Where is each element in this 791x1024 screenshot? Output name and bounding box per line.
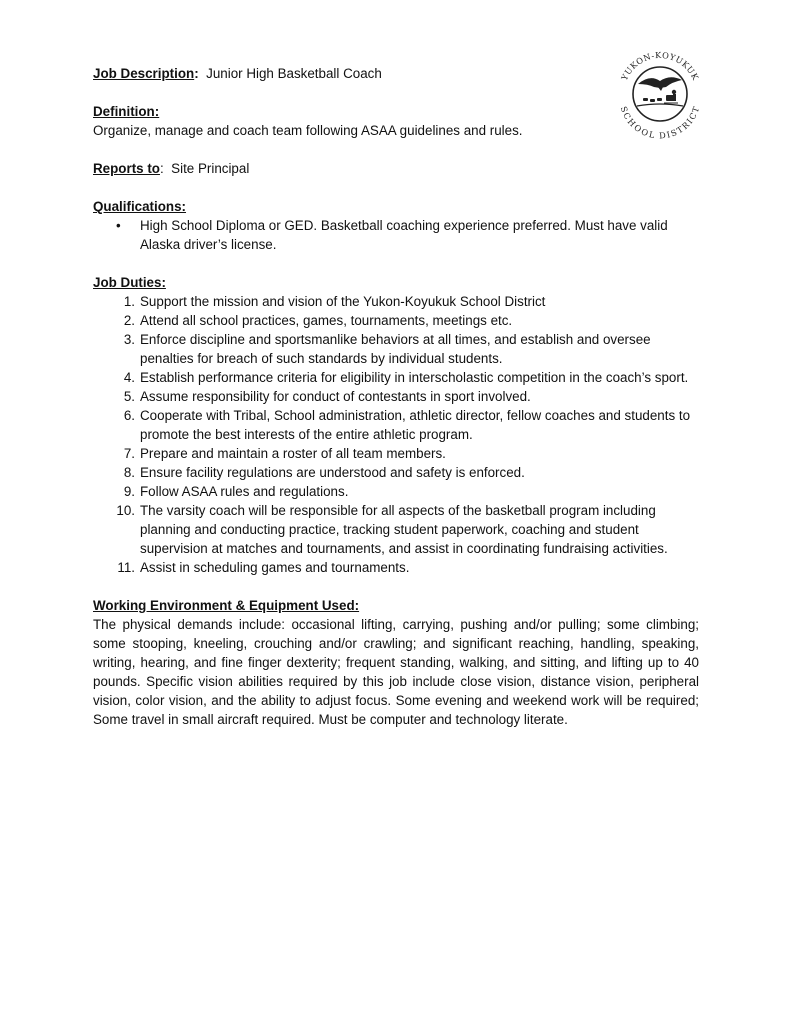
job-title: Junior High Basketball Coach bbox=[206, 66, 382, 81]
job-description-label: Job Description bbox=[93, 66, 195, 81]
duty-item bbox=[93, 463, 699, 482]
definition-label: Definition: bbox=[93, 104, 160, 119]
reports-to-label: Reports to bbox=[93, 161, 160, 176]
svg-text:YUKON-KOYUKUK: YUKON-KOYUKUK bbox=[619, 49, 701, 82]
job-description-colon: : bbox=[194, 66, 199, 81]
duty-text: Cooperate with Tribal, School administration, athletic director, fellow coaches and students to promote the best interests of the entire athletic program. bbox=[140, 408, 691, 442]
duty-number: 7. bbox=[123, 446, 135, 461]
definition-section bbox=[93, 102, 699, 121]
duty-item bbox=[93, 444, 699, 463]
duty-text: Ensure facility regulations are understood and safety is enforced. bbox=[140, 465, 525, 480]
duty-number: 1. bbox=[123, 294, 135, 309]
duty-number: 8. bbox=[123, 465, 135, 480]
duty-text: Prepare and maintain a roster of all team members. bbox=[140, 446, 446, 461]
duty-item bbox=[93, 482, 699, 501]
definition-text: Organize, manage and coach team following ASAA guidelines and rules. bbox=[93, 123, 523, 138]
duty-text: Assist in scheduling games and tournaments. bbox=[140, 560, 410, 575]
qualifications-list bbox=[93, 216, 699, 254]
duty-number: 10. bbox=[116, 503, 135, 518]
reports-to-value: Site Principal bbox=[171, 161, 250, 176]
working-environment-section bbox=[93, 596, 699, 615]
duty-item bbox=[93, 292, 699, 311]
duty-item bbox=[93, 501, 699, 558]
duty-text: Assume responsibility for conduct of contestants in sport involved. bbox=[140, 389, 531, 404]
job-duties-section bbox=[93, 273, 699, 292]
duty-item bbox=[93, 368, 699, 387]
job-description-document bbox=[93, 64, 699, 729]
duty-text: The varsity coach will be responsible for all aspects of the basketball program including planning and conducting practice, tracking student paperwork, coaching and student supervision at matches and tournaments, and assist in coordinating fundraising activities. bbox=[140, 503, 668, 556]
reports-to-section bbox=[93, 159, 699, 178]
working-environment-label: Working Environment & Equipment Used: bbox=[93, 598, 360, 613]
job-description-heading bbox=[93, 64, 699, 83]
duty-number: 6. bbox=[123, 408, 135, 423]
job-duties-label: Job Duties: bbox=[93, 275, 166, 290]
duty-text: Attend all school practices, games, tournaments, meetings etc. bbox=[140, 313, 513, 328]
qualifications-section bbox=[93, 197, 699, 216]
reports-to-colon: : bbox=[159, 161, 164, 176]
qualifications-label: Qualifications: bbox=[93, 199, 187, 214]
duty-item bbox=[93, 406, 699, 444]
duty-text: Enforce discipline and sportsmanlike behaviors at all times, and establish and oversee penalties for breach of such standards by individual students. bbox=[140, 332, 651, 366]
svg-text:SCHOOL DISTRICT: SCHOOL DISTRICT bbox=[618, 105, 702, 141]
duty-item bbox=[93, 387, 699, 406]
duty-text: Follow ASAA rules and regulations. bbox=[140, 484, 349, 499]
duty-number: 2. bbox=[123, 313, 135, 328]
duty-number: 4. bbox=[123, 370, 135, 385]
working-environment-text: The physical demands include: occasional lifting, carrying, pushing and/or pulling; some climbing; some stooping, kneeling, crouching and/or crawling; and significant reaching, handling, speaking, writing, hearing, and fine finger dexterity; frequent standing, walking, and sitting, and lifting up to 40 pounds. Specific vision abilities required by this job include close vision, distance vision, peripheral vision, color vision, and the ability to adjust focus. Some evening and weekend work will be required; Some travel in small aircraft required. Must be computer and technology literate. bbox=[93, 617, 699, 727]
duty-number: 11. bbox=[117, 560, 135, 575]
duty-text: Establish performance criteria for eligibility in interscholastic competition in the coach’s sport. bbox=[140, 370, 689, 385]
duty-item bbox=[93, 330, 699, 368]
duty-number: 3. bbox=[123, 332, 135, 347]
qualification-item: • High School Diploma or GED. Basketball coaching experience preferred. Must have valid Alaska driver’s license. bbox=[140, 216, 699, 254]
duty-text: Support the mission and vision of the Yukon-Koyukuk School District bbox=[140, 294, 546, 309]
duty-number: 5. bbox=[123, 389, 135, 404]
duty-number: 9. bbox=[123, 484, 135, 499]
duty-item bbox=[93, 558, 699, 577]
job-duties-list bbox=[93, 292, 699, 577]
duty-item bbox=[93, 311, 699, 330]
